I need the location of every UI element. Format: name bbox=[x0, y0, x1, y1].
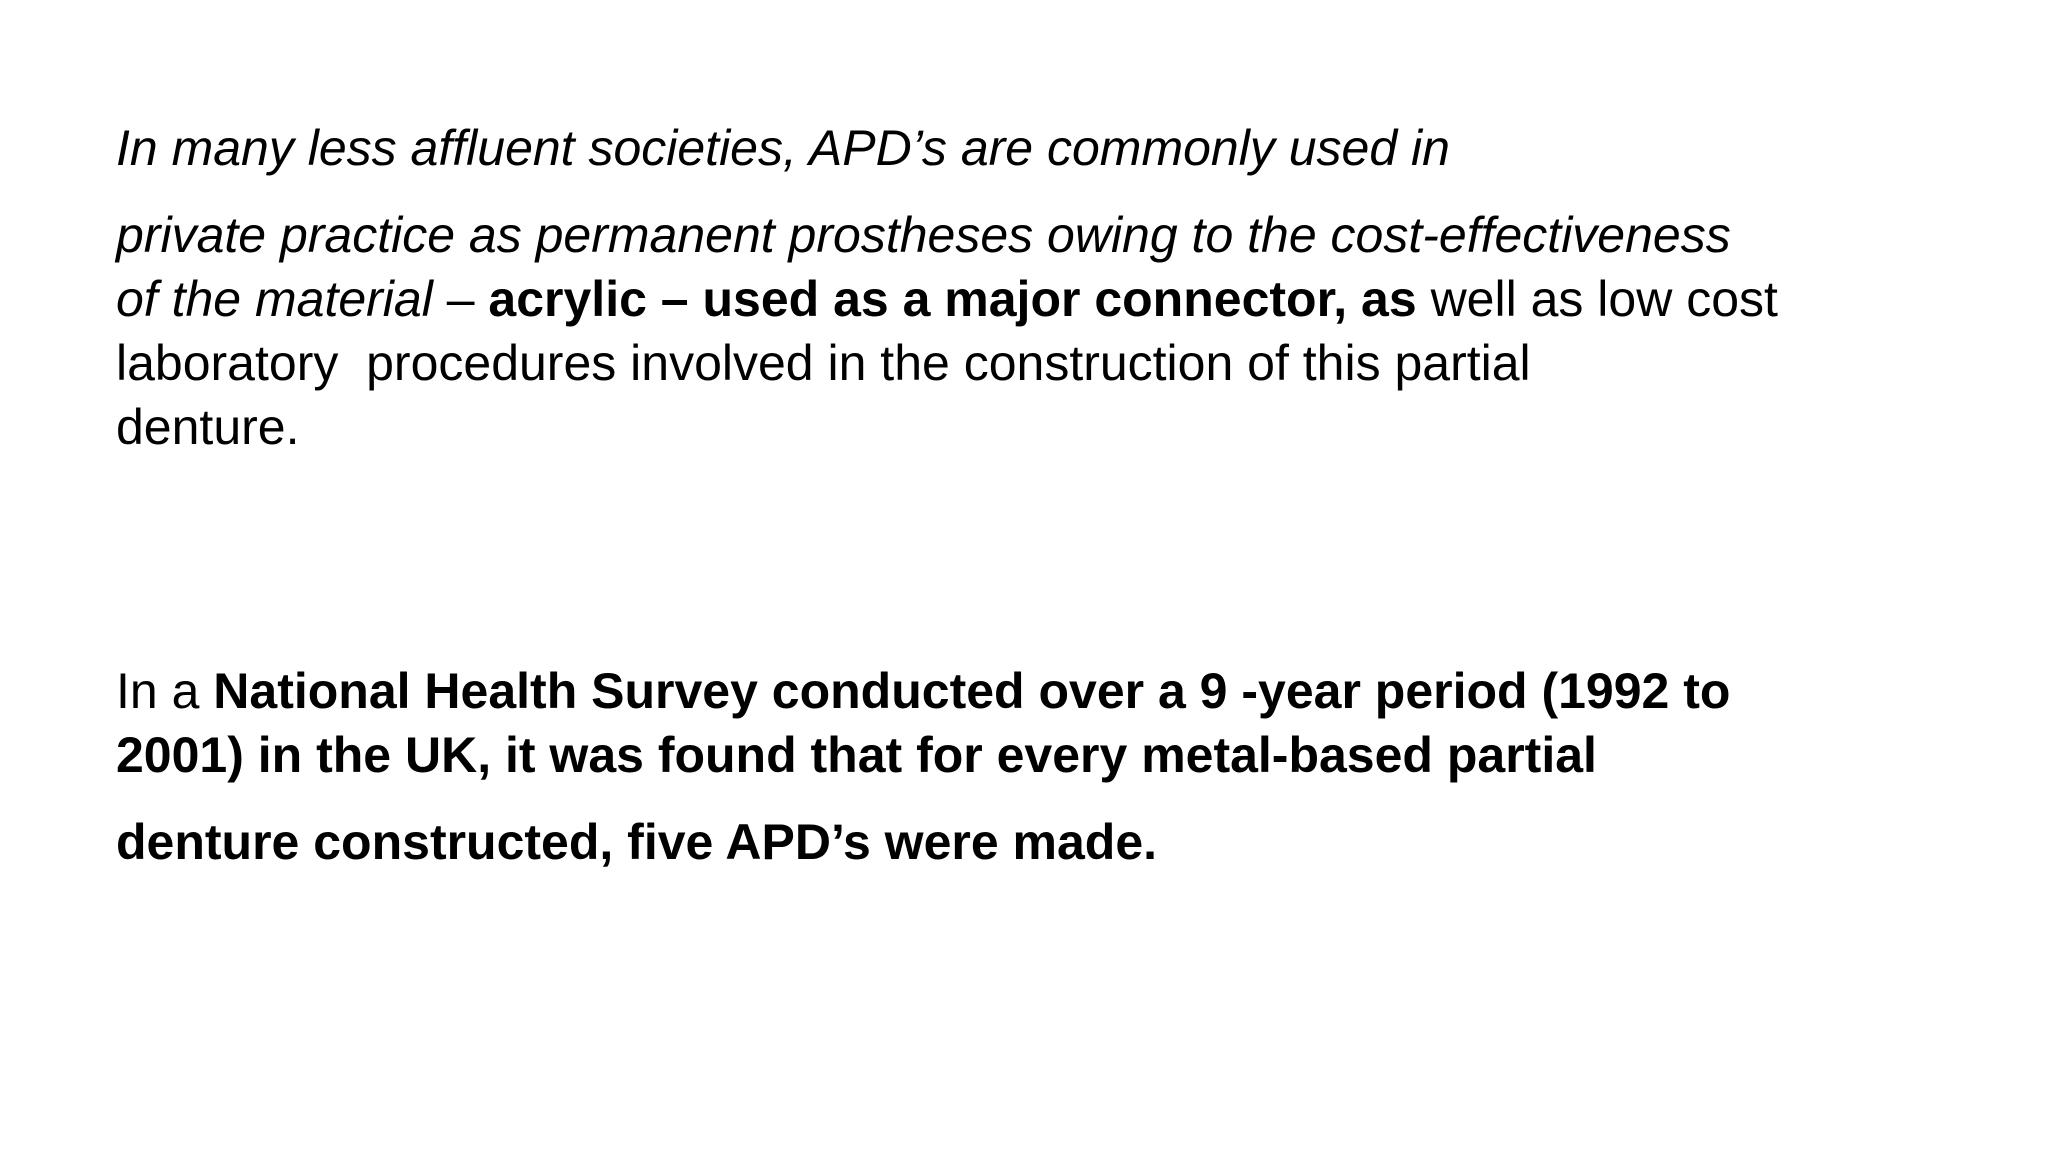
para1-line5: denture. bbox=[116, 399, 300, 455]
para1-line3-plain: well as low cost bbox=[1416, 271, 1778, 327]
para1-line3-italic: of the material bbox=[116, 271, 433, 327]
para2-line1 bbox=[116, 659, 1730, 723]
para2-line2: 2001) in the UK, it was found that for every metal-based partial bbox=[116, 727, 1597, 783]
para2-line1-plain: In a bbox=[116, 663, 214, 719]
para1-line4: laboratory procedures involved in the construction of this partial bbox=[116, 335, 1531, 391]
para1-line3 bbox=[116, 267, 1778, 331]
para1-line1: In many less affluent societies, APD’s are commonly used in bbox=[116, 120, 1450, 176]
para1-line3-bold: acrylic – used as a major connector, as bbox=[488, 271, 1417, 327]
para1-line2: private practice as permanent prostheses owing to the cost-effectiveness bbox=[116, 207, 1731, 263]
para1-line3-dash: – bbox=[432, 271, 489, 327]
para2-line3: denture constructed, five APD’s were made. bbox=[116, 814, 1158, 870]
para2-line1-bold: National Health Survey conducted over a 9 -year period (1992 to bbox=[213, 663, 1731, 719]
